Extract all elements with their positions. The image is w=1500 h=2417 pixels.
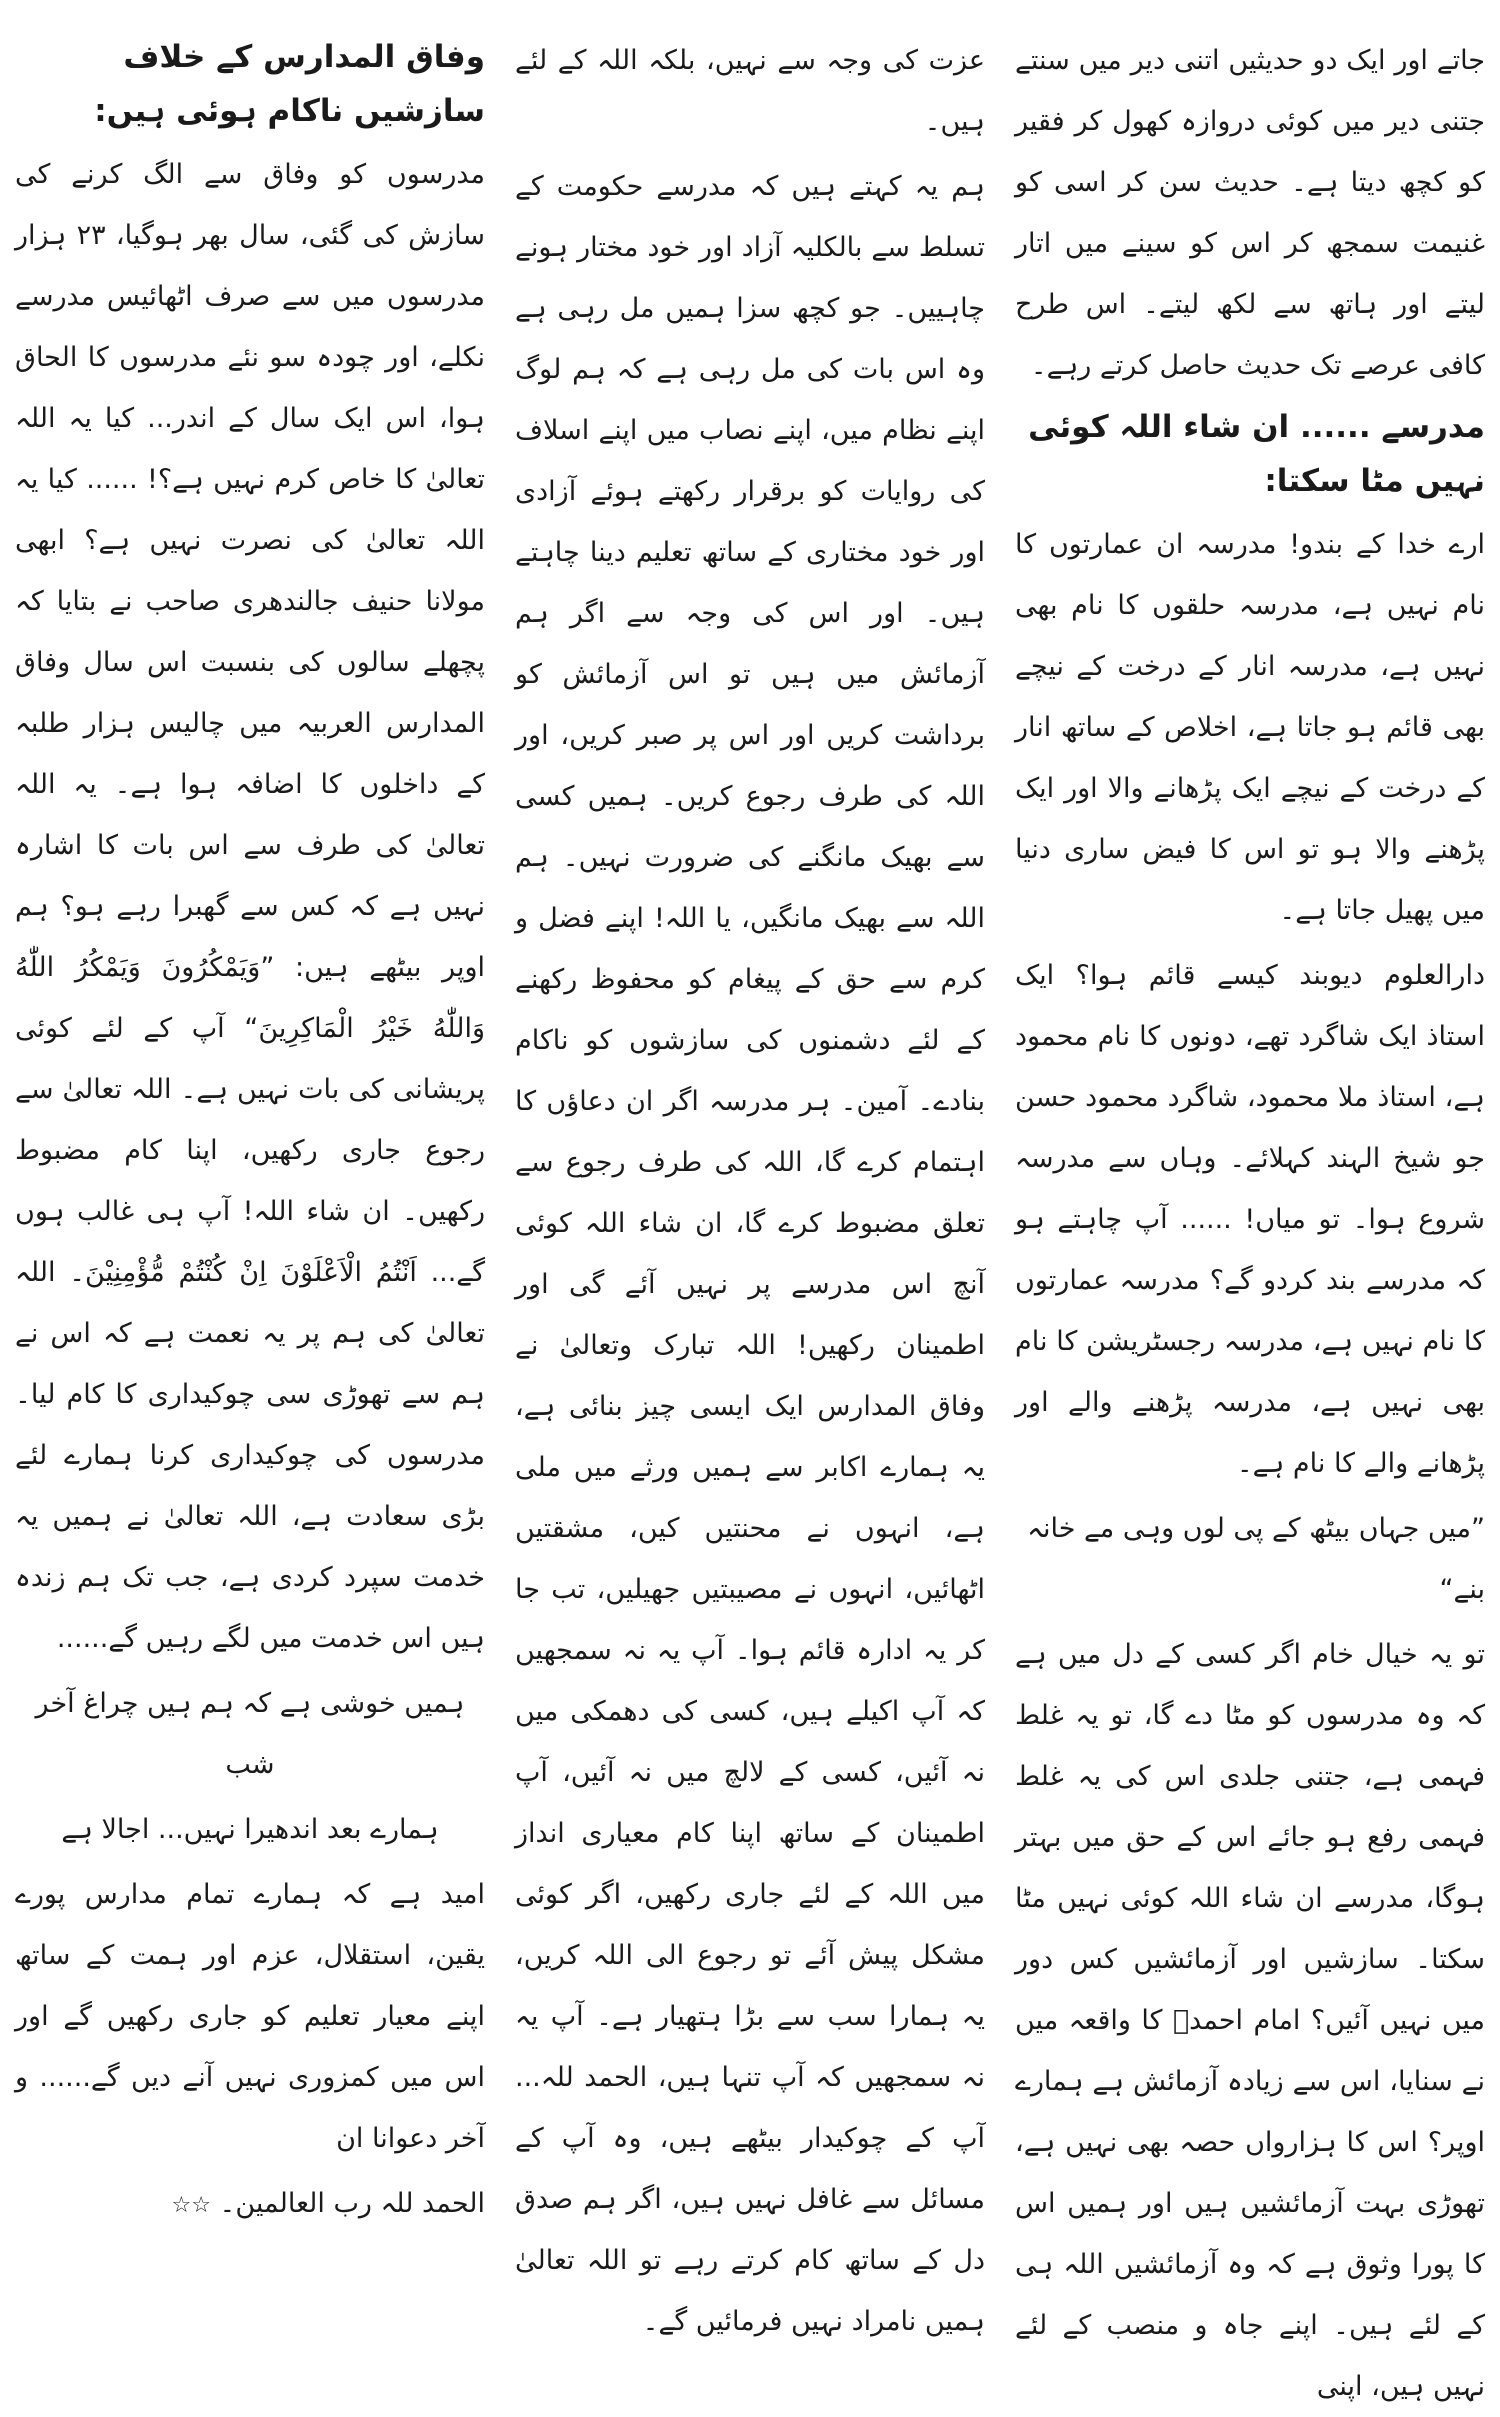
star-icon: ☆☆: [171, 2193, 211, 2218]
column-right: [1015, 30, 1485, 2402]
section-heading: مدرسے ...... ان شاء اللہ کوئی نہیں مٹا سکتا:: [1028, 409, 1485, 499]
poetry-verse-line: ہمیں خوشی ہے کہ ہم ہیں چراغ آخر شب: [35, 1688, 465, 1780]
paragraph: جاتے اور ایک دو حدیثیں اتنی دیر میں سنتے جتنی دیر میں کوئی دروازہ کھول کر فقیر کو کچھ دیتا ہے۔ حدیث سن کر اسی کو غنیمت سمجھ کر اس کو سینے میں اتار لیتے اور ہاتھ سے لکھ لیتے۔ اس طرح کافی عرصے تک حدیث حاصل کرتے رہے۔: [1015, 45, 1485, 381]
poetry-quote: ”میں جہاں بیٹھ کے پی لوں وہی مے خانہ بنے“: [1027, 1513, 1485, 1605]
column-left: [15, 30, 485, 2219]
paragraph: ارے خدا کے بندو! مدرسہ ان عمارتوں کا نام نہیں ہے، مدرسہ حلقوں کا نام بھی نہیں ہے، مدرسہ انار کے درخت کے نیچے بھی قائم ہو جاتا ہے، اخلاص کے ساتھ انار کے درخت کے نیچے ایک پڑھانے والا اور ایک پڑھنے والا ہو تو اس کا فیض ساری دنیا میں پھیل جاتا ہے۔: [1015, 529, 1485, 926]
closing-text: الحمد للہ رب العالمین۔: [219, 2188, 485, 2219]
poetry-verse-line: ہمارے بعد اندھیرا نہیں... اجالا ہے: [61, 1814, 439, 1845]
section-heading: وفاق المدارس کے خلاف سازشیں ناکام ہوئی ہیں:: [94, 39, 485, 129]
paragraph: دارالعلوم دیوبند کیسے قائم ہوا؟ ایک استاذ ایک شاگرد تھے، دونوں کا نام محمود ہے، استاذ ملا محمود، شاگرد محمود حسن جو شیخ الہند کہلائے۔ وہاں سے مدرسہ شروع ہوا۔ تو میاں! ...... آپ چاہتے ہو کہ مدرسے بند کردو گے؟ مدرسہ عمارتوں کا نام نہیں ہے، مدرسہ رجسٹریشن کا نام بھی نہیں ہے، مدرسہ پڑھنے والے اور پڑھانے والے کا نام ہے۔: [1015, 960, 1485, 1479]
paragraph: امید ہے کہ ہمارے تمام مدارس پورے یقین، استقلال، عزم اور ہمت کے ساتھ اپنے معیار تعلیم کو جاری رکھیں گے اور اس میں کمزوری نہیں آنے دیں گے...... و آخر دعوانا ان: [15, 1879, 485, 2154]
column-middle: [515, 30, 985, 2337]
paragraph: عزت کی وجہ سے نہیں، بلکہ اللہ کے لئے ہیں۔: [515, 45, 985, 137]
paragraph: ہم یہ کہتے ہیں کہ مدرسے حکومت کے تسلط سے بالکلیہ آزاد اور خود مختار ہونے چاہییں۔ جو کچھ سزا ہمیں مل رہی ہے وہ اس بات کی مل رہی ہے کہ ہم لوگ اپنے نظام میں، اپنے نصاب میں اپنے اسلاف کی روایات کو برقرار رکھتے ہوئے آزادی اور خود مختاری کے ساتھ تعلیم دینا چاہتے ہیں۔ اور اس کی وجہ سے اگر ہم آزمائش میں ہیں تو اس آزمائش کو برداشت کریں اور اس پر صبر کریں، اور اللہ کی طرف رجوع کریں۔ ہمیں کسی سے بھیک مانگنے کی ضرورت نہیں۔ ہم اللہ سے بھیک مانگیں، یا اللہ! اپنے فضل و کرم سے حق کے پیغام کو محفوظ رکھنے کے لئے دشمنوں کی سازشوں کو ناکام بنادے۔ آمین۔ ہر مدرسہ اگر ان دعاؤں کا اہتمام کرے گا، اللہ کی طرف رجوع سے تعلق مضبوط کرے گا، ان شاء اللہ کوئی آنچ اس مدرسے پر نہیں آئے گی اور اطمینان رکھیں! اللہ تبارک وتعالیٰ نے وفاق المدارس ایک ایسی چیز بنائی ہے، یہ ہمارے اکابر سے ہمیں ورثے میں ملی ہے، انہوں نے محنتیں کیں، مشقتیں اٹھائیں، انہوں نے مصیبتیں جھیلیں، تب جا کر یہ ادارہ قائم ہوا۔ آپ یہ نہ سمجھیں کہ آپ اکیلے ہیں، کسی کی دھمکی میں نہ آئیں، کسی کے لالچ میں نہ آئیں، آپ اطمینان کے ساتھ اپنا کام معیاری انداز میں اللہ کے لئے جاری رکھیں، اگر کوئی مشکل پیش آئے تو رجوع الی اللہ کریں، یہ ہمارا سب سے بڑا ہتھیار ہے۔ آپ یہ نہ سمجھیں کہ آپ تنہا ہیں، الحمد للہ... آپ کے چوکیدار بیٹھے ہیں، وہ آپ کے مسائل سے غافل نہیں ہیں، اگر ہم صدق دل کے ساتھ کام کرتے رہے تو اللہ تعالیٰ ہمیں نامراد نہیں فرمائیں گے۔: [515, 171, 985, 2337]
closing-line: [15, 2173, 485, 2236]
paragraph: تو یہ خیال خام اگر کسی کے دل میں ہے کہ وہ مدرسوں کو مٹا دے گا، تو یہ غلط فہمی ہے، جتنی جلدی اس کی یہ غلط فہمی رفع ہو جائے اس کے حق میں بہتر ہوگا، مدرسے ان شاء اللہ کوئی نہیں مٹا سکتا۔ سازشیں اور آزمائشیں کس دور میں نہیں آئیں؟ امام احمدؒ کا واقعہ میں نے سنایا، اس سے زیادہ آزمائش ہے ہمارے اوپر؟ اس کا ہزارواں حصہ بھی نہیں ہے، تھوڑی بہت آزمائشیں ہیں اور ہمیں اس کا پورا وثوق ہے کہ وہ آزمائشیں اللہ ہی کے لئے ہیں۔ اپنے جاہ و منصب کے لئے نہیں ہیں، اپنی: [1015, 1639, 1485, 2402]
paragraph: مدرسوں کو وفاق سے الگ کرنے کی سازش کی گئی، سال بھر ہوگیا، ۲۳ ہزار مدرسوں میں سے صرف اٹھائیس مدرسے نکلے، اور چودہ سو نئے مدرسوں کا الحاق ہوا، اس ایک سال کے اندر... کیا یہ اللہ تعالیٰ کا خاص کرم نہیں ہے؟! ...... کیا یہ اللہ تعالیٰ کی نصرت نہیں ہے؟ ابھی مولانا حنیف جالندھری صاحب نے بتایا کہ پچھلے سالوں کی بنسبت اس سال وفاق المدارس العربیہ میں چالیس ہزار طلبہ کے داخلوں کا اضافہ ہوا ہے۔ یہ اللہ تعالیٰ کی طرف سے اس بات کا اشارہ نہیں ہے کہ کس سے گھبرا رہے ہو؟ ہم اوپر بیٹھے ہیں: ”وَيَمْكُرُونَ وَيَمْكُرُ اللّٰهُ وَاللّٰهُ خَيْرُ الْمَاكِرِينَ“ آپ کے لئے کوئی پریشانی کی بات نہیں ہے۔ اللہ تعالیٰ سے رجوع جاری رکھیں، اپنا کام مضبوط رکھیں۔ ان شاء اللہ! آپ ہی غالب ہوں گے... اَنْتُمُ الْاَعْلَوْنَ اِنْ كُنْتُمْ مُّؤْمِنِيْنَ۔ اللہ تعالیٰ کی ہم پر یہ نعمت ہے کہ اس نے ہم سے تھوڑی سی چوکیداری کا کام لیا۔ مدرسوں کی چوکیداری کرنا ہمارے لئے بڑی سعادت ہے، اللہ تعالیٰ نے ہمیں یہ خدمت سپرد کردی ہے، جب تک ہم زندہ ہیں اس خدمت میں لگے رہیں گے......: [15, 159, 485, 1654]
